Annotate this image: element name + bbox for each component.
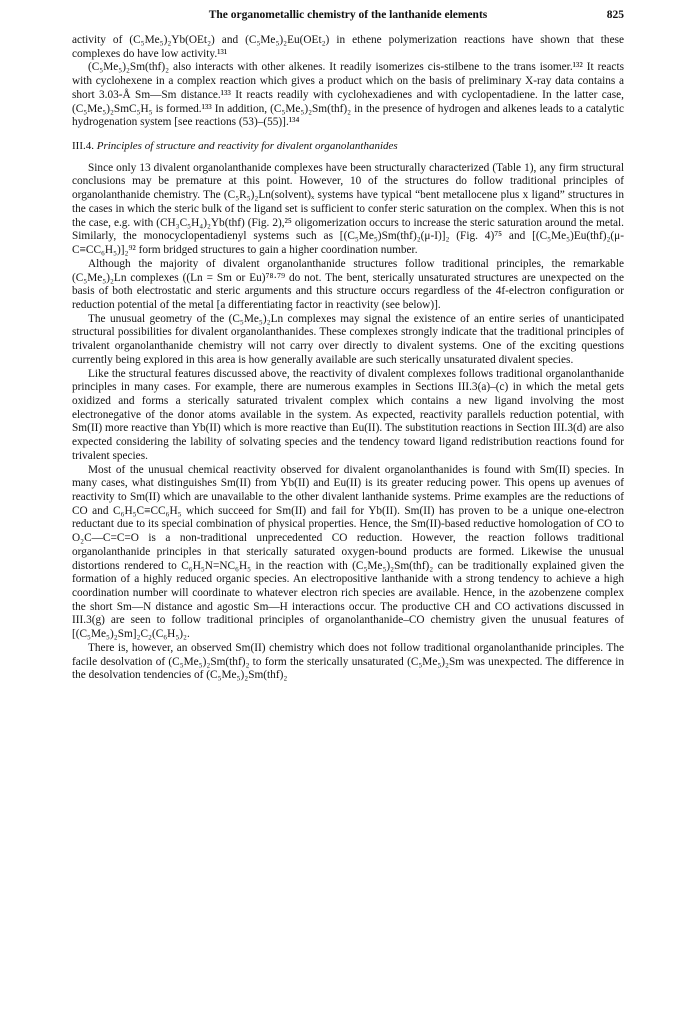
paragraph: Most of the unusual chemical reactivity observed for divalent organolanthanides is found with Sm(II) species. In many cases, what distinguishes Sm(II) from Yb(II) and Eu(II) is its greater reducing power. This opens up avenues of reactivity to Sm(II) which are unavailable to the other divalent lanthanide systems. Prime examples are the reductions of CO and C₆H₅C≡CC₆H₅ which succeed for Sm(II) and fail for Yb(II). Sm(II) has proven to be a unique one-electron reductant due to its special combination of physical properties. Hence, the Sm(II)-based reductive homologation of CO to O₂C—C=C=O is a non-traditional unprecedented CO reduction. However, the reaction follows traditional organolanthanide principles in that sterically saturated oxygen-bound products are formed. Likewise the unusual distortions rendered to C₆H₅N=NC₆H₅ in the reaction with (C₅Me₅)₂Sm(thf)₂ can be traditionally explained given the formation of a highly reduced organic species. An electropositive lanthanide with a strong tendency to achieve a high coordination number will coordinate to whatever electron rich species are available. Hence, in the azobenzene complex the short Sm—N distance and agostic Sm—H interactions occur. The productive CH and CO activations discussed in III.3(g) are seen to follow traditional principles of organolanthanide–CO chemistry given the unusual features of [(C₅Me₅)₂Sm]₂C₂(C₆H₅)₂.: [72, 463, 624, 641]
running-head: [72, 9, 624, 25]
section-heading: [72, 140, 624, 154]
paragraph-continued: activity of (C₅Me₅)₂Yb(OEt₂) and (C₅Me₅)₂Eu(OEt₂) in ethene polymerization reactions have shown that these complexes do have low activity.¹³¹: [72, 34, 624, 60]
running-title: The organometallic chemistry of the lanthanide elements: [208, 9, 488, 21]
section-number: III.4.: [72, 140, 94, 153]
paragraph: The unusual geometry of the (C₅Me₅)₂Ln complexes may signal the existence of an entire series of unanticipated structural possibilities for divalent organolanthanides. These complexes strongly indicate that the traditional principles of trivalent organolanthanide chemistry will not carry over directly to divalent systems. One of the exciting questions currently being explored in this area is how generally available are such sterically unsaturated divalent species.: [72, 312, 624, 366]
body-text: [72, 34, 624, 683]
page-number: 825: [606, 9, 624, 21]
paragraph: There is, however, an observed Sm(II) chemistry which does not follow traditional organolanthanide principles. The facile desolvation of (C₅Me₅)₂Sm(thf)₂ to form the sterically unsaturated (C₅Me₅)₂Sm was unexpected. The difference in the desolvation tendencies of (C₅Me₅)₂Sm(thf)₂: [72, 641, 624, 682]
paragraph: Like the structural features discussed above, the reactivity of divalent complexes follows traditional organolanthanide principles in many cases. For example, there are numerous examples in Sections III.3(a)–(c) in which the metal gets oxidized and forms a sterically saturated trivalent complex which contains a new ligand involving the most electronegative of the donor atoms available in the system. As expected, reactivity parallels reduction potential, with Sm(II) more reactive than Yb(II) which is more reactive than Eu(II). The substitution reactions in Section III.3(d) are also expected considering the lability of solvating species and the tendency toward ligand redistribution reactions found for trivalent species.: [72, 367, 624, 462]
section-title: Principles of structure and reactivity for divalent organolanthanides: [96, 140, 398, 153]
paragraph: Since only 13 divalent organolanthanide complexes have been structurally characterized (Table 1), any firm structural conclusions may be premature at this point. However, 10 of the structures do follow traditional principles of organolanthanide chemistry. The (C₅R₅)₂Ln(solvent)ₓ systems have typical “bent metallocene plus x ligand” structures in the cases in which the steric bulk of the ligand set is sufficient to confer steric saturation on the complex. When this is not the case, e.g. with (CH₃C₅H₄)₂Yb(thf) (Fig. 2),²⁵ oligomerization occurs to increase the steric saturation around the metal. Similarly, the monocyclopentadienyl systems such as [(C₅Me₅)Sm(thf)₂(μ-I)]₂ (Fig. 4)⁷⁵ and [(C₅Me₅)Eu(thf)₂(μ-C≡CC₆H₅)]₂⁹² form bridged structures to gain a higher coordination number.: [72, 161, 624, 257]
paragraph: (C₅Me₅)₂Sm(thf)₂ also interacts with other alkenes. It readily isomerizes cis-stilbene to the trans isomer.¹³² It reacts with cyclohexene in a complex reaction which gives a product which on the basis of preliminary X-ray data contains a short 3.03-Å Sm—Sm distance.¹³³ It reacts readily with cyclohexadienes and with cyclopentadiene. In the latter case, (C₅Me₅)₂SmC₅H₅ is formed.¹³³ In addition, (C₅Me₅)₂Sm(thf)₂ in the presence of hydrogen and alkenes leads to a catalytic hydrogenation system [see reactions (53)–(55)].¹³⁴: [72, 61, 624, 129]
paragraph: Although the majority of divalent organolanthanide structures follow traditional principles, the remarkable (C₅Me₅)₂Ln complexes ((Ln = Sm or Eu)⁷⁸·⁷⁹ do not. The bent, sterically unsaturated structures are unexpected on the basis of both electrostatic and steric arguments and this structure occurs regardless of the 4f-electron configuration or reduction potential of the metal [a differentiating factor in reactivity (see below)].: [72, 257, 624, 311]
